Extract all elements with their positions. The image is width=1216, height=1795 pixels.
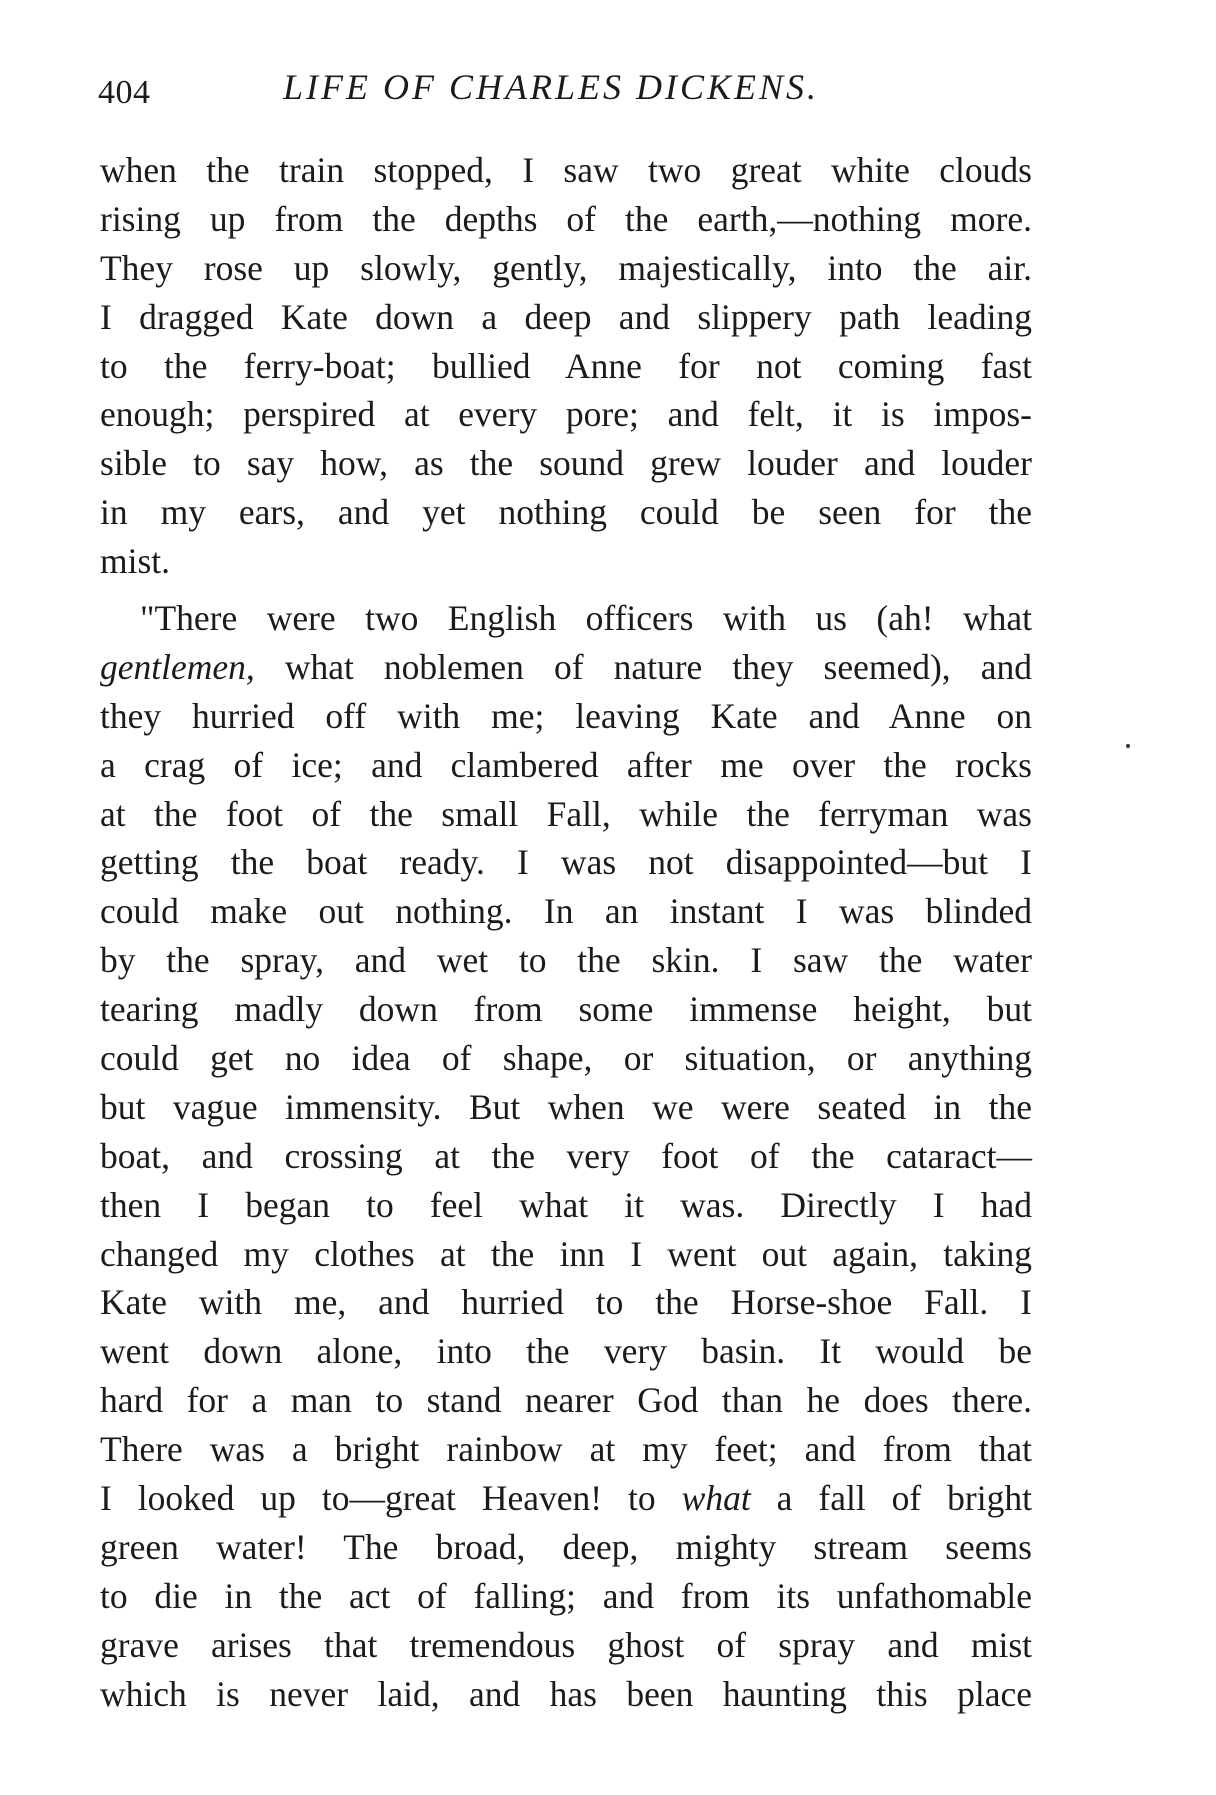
emphasized-word: what [681,1478,751,1519]
text-line-emphasis [100,643,1032,692]
text-line: There was a bright rainbow at my feet; and from that [100,1429,1032,1470]
page-number: 404 [98,74,151,111]
text-fragment: I looked up to—great Heaven! to [100,1478,682,1519]
text-fragment: what noblemen of nature they seemed), and [254,646,1032,687]
text-line: a crag of ice; and clambered after me over the rocks [100,744,1032,785]
text-fragment: a fall of bright [750,1478,1032,1519]
text-line: in my ears, and yet nothing could be seen for the [100,492,1032,533]
text-line: at the foot of the small Fall, while the ferryman was [100,793,1032,834]
text-line: changed my clothes at the inn I went out again, taking [100,1233,1032,1274]
text-line: tearing madly down from some immense height, but [100,989,1032,1030]
text-line: green water! The broad, deep, mighty stream seems [100,1526,1032,1567]
paragraph-gap [100,586,1032,594]
text-line: rising up from the depths of the earth,—nothing more. [100,198,1032,239]
text-line: mist. [100,541,171,582]
text-line: when the train stopped, I saw two great white clouds [100,150,1032,190]
text-line: to die in the act of falling; and from its unfathomable [100,1575,1032,1616]
text-line: sible to say how, as the sound grew louder and louder [100,443,1032,484]
text-line: could make out nothing. In an instant I was blinded [100,891,1032,932]
text-line: Kate with me, and hurried to the Horse-shoe Fall. I [100,1282,1032,1323]
text-line: then I began to feel what it was. Directly I had [100,1184,1032,1225]
text-line: boat, and crossing at the very foot of the cataract— [100,1135,1032,1176]
text-line-emphasis [100,1474,1032,1523]
text-line: They rose up slowly, gently, majestically, into the air. [100,247,1032,288]
text-line: they hurried off with me; leaving Kate and Anne on [100,695,1032,736]
body-text [100,146,1032,1719]
running-head [98,66,1030,126]
ink-speck [1126,744,1130,748]
running-title: LIFE OF CHARLES DICKENS. [283,67,819,107]
text-line: but vague immensity. But when we were seated in the [100,1086,1032,1127]
text-line: to the ferry-boat; bullied Anne for not coming fast [100,345,1032,386]
paragraph-1 [100,146,1032,586]
text-line: went down alone, into the very basin. It would be [100,1331,1032,1372]
paragraph-2 [100,594,1032,1718]
text-line: enough; perspired at every pore; and felt, it is impos- [100,394,1032,435]
text-line: could get no idea of shape, or situation, or anything [100,1038,1032,1079]
text-line: by the spray, and wet to the skin. I saw the water [100,940,1032,981]
text-line: I dragged Kate down a deep and slippery path leading [100,296,1032,337]
text-line: grave arises that tremendous ghost of spray and mist [100,1624,1032,1665]
text-line: getting the boat ready. I was not disappointed—but I [100,842,1032,883]
emphasized-word: gentlemen, [100,646,255,687]
text-line: hard for a man to stand nearer God than he does there. [100,1380,1032,1421]
text-line: "There were two English officers with us (ah! what [140,598,1032,639]
text-line: which is never laid, and has been haunting this place [100,1673,1032,1714]
